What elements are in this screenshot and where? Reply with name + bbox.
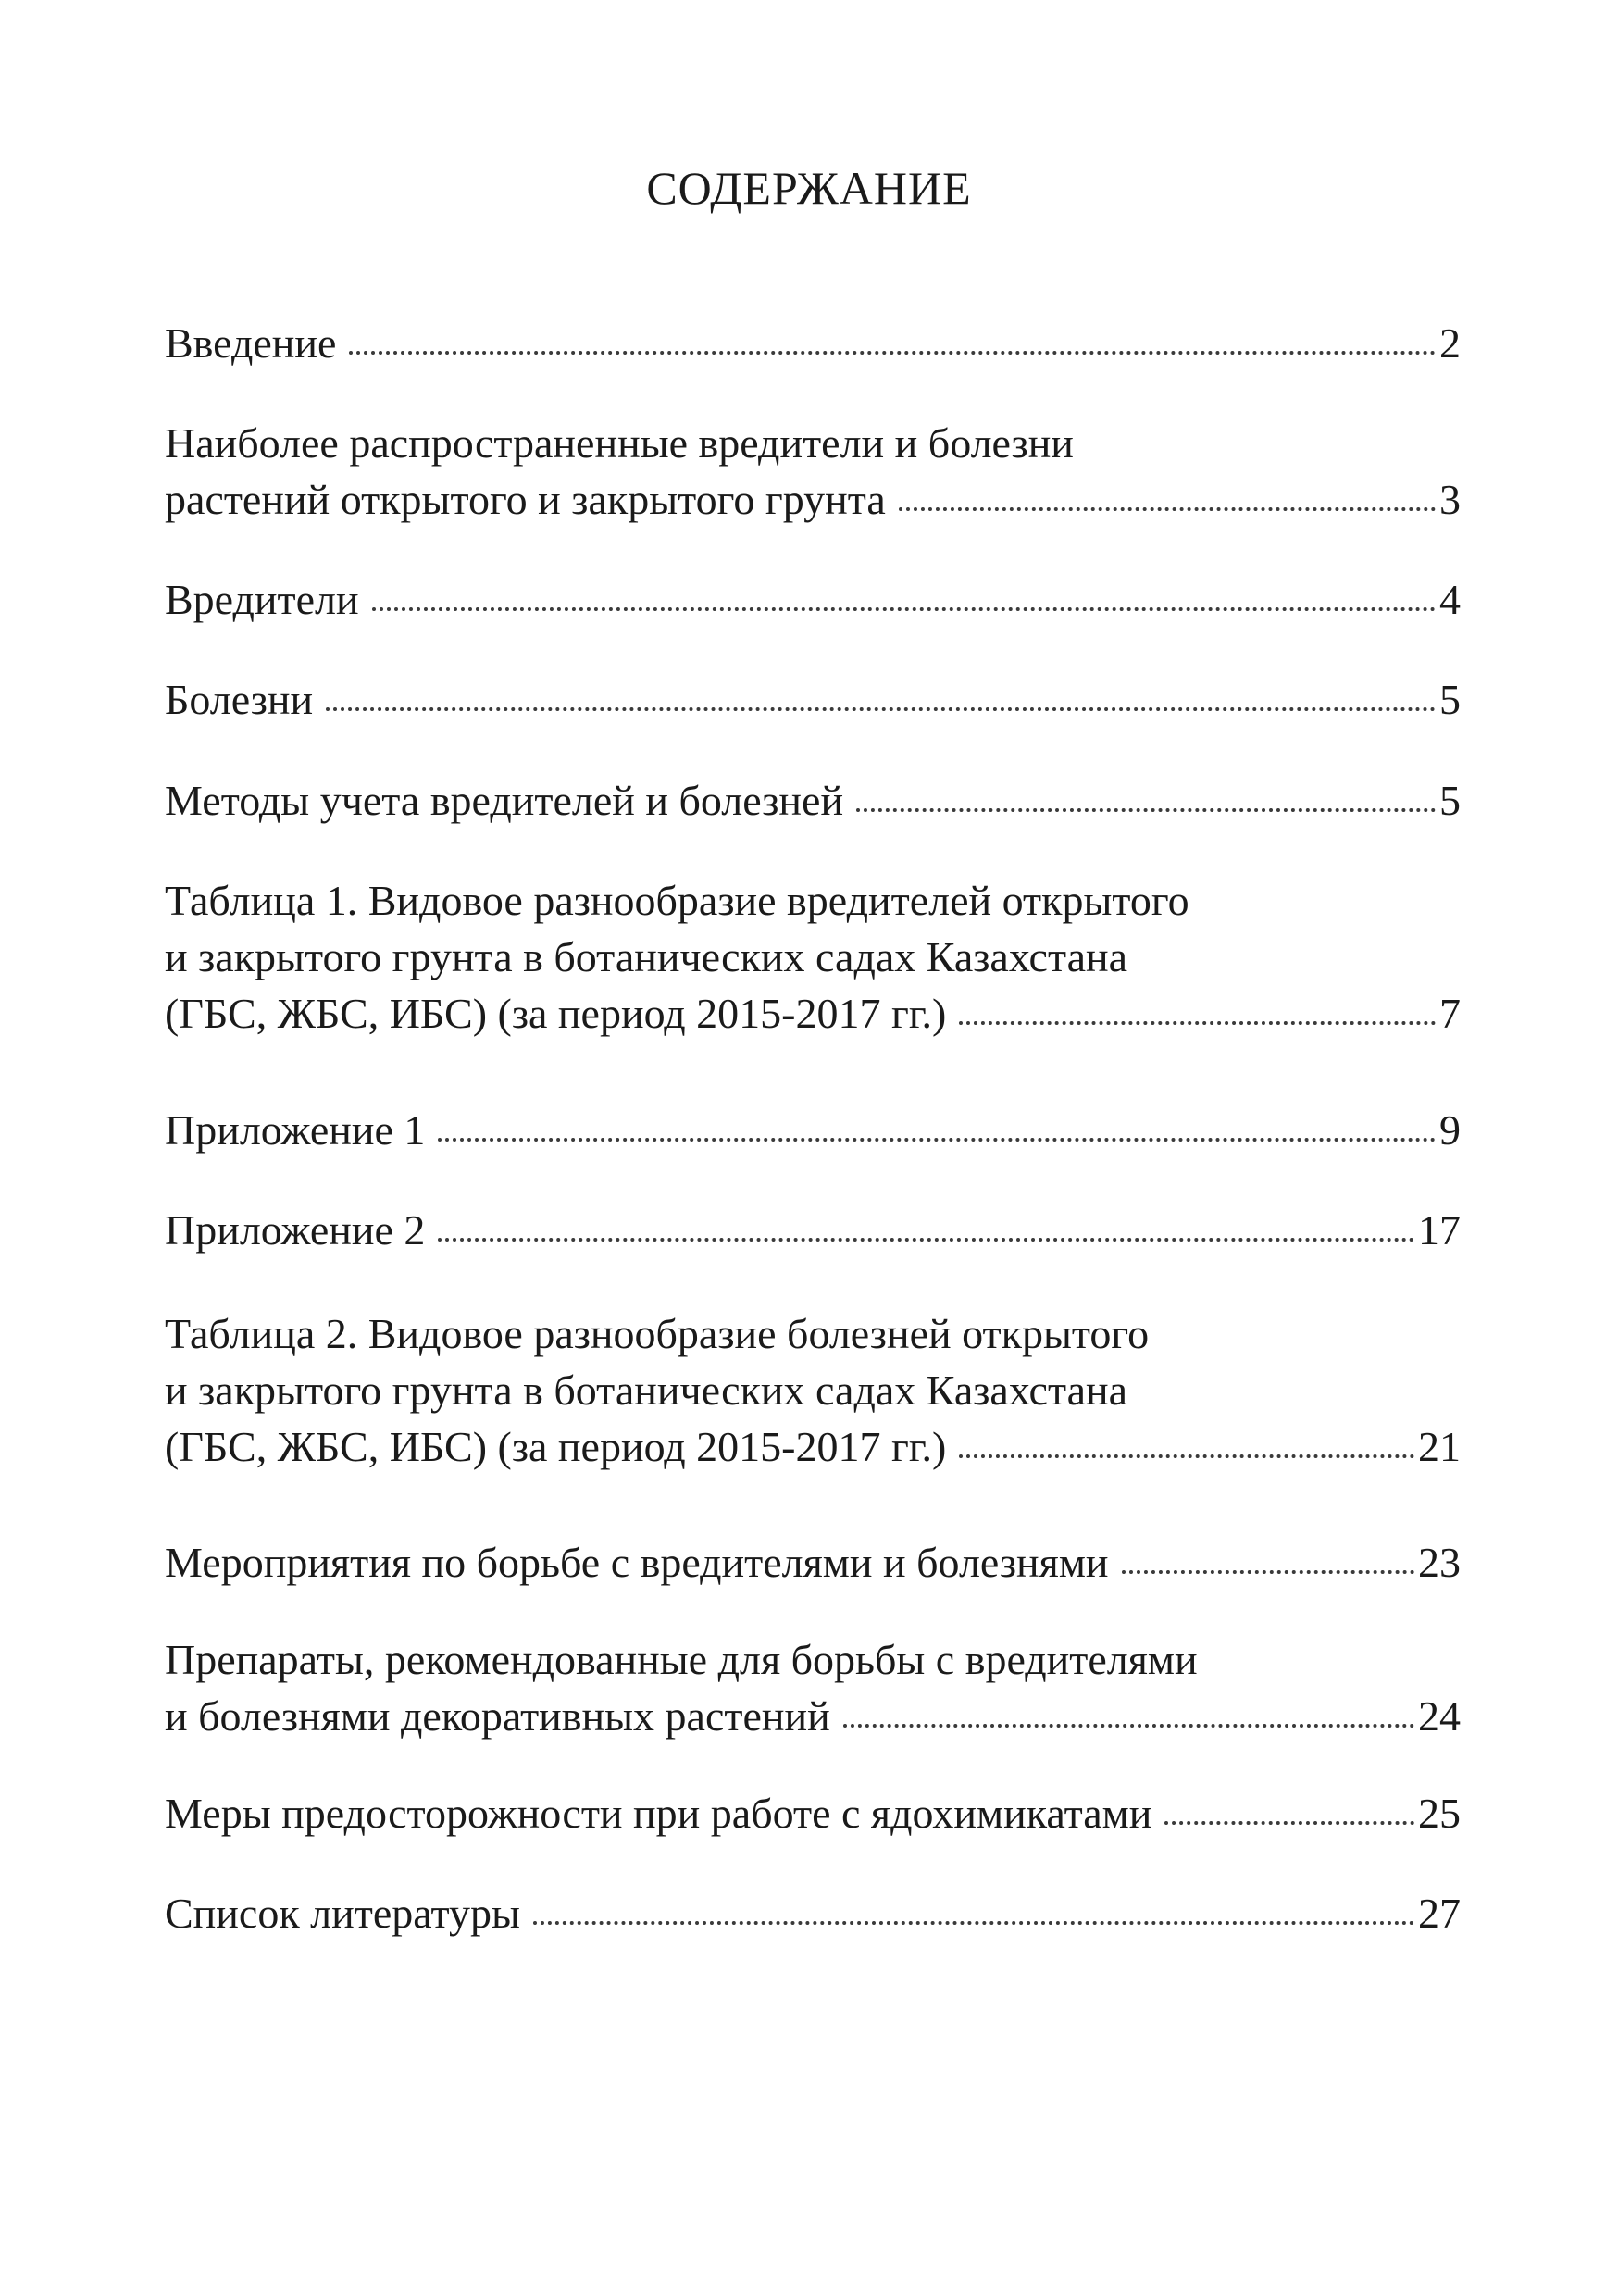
dot-leader xyxy=(959,1021,1436,1025)
dot-leader xyxy=(533,1921,1414,1925)
toc-entry-pests[interactable] xyxy=(165,571,1461,628)
toc-entry-text: Приложение 2 xyxy=(165,1206,426,1254)
toc-line xyxy=(165,1785,1461,1841)
toc-entry-table-2[interactable] xyxy=(165,1305,1461,1475)
toc-page-number: 3 xyxy=(1439,476,1461,523)
dot-leader xyxy=(843,1724,1414,1728)
dot-leader xyxy=(959,1454,1414,1458)
toc-entry-text: Введение xyxy=(165,319,337,367)
toc-entry-accounting-methods[interactable] xyxy=(165,772,1461,829)
dot-leader xyxy=(1164,1821,1414,1825)
toc-line xyxy=(165,1534,1461,1591)
toc-line xyxy=(165,1688,1461,1744)
toc-entry-text: и болезнями декоративных растений xyxy=(165,1692,830,1740)
toc-page-number: 17 xyxy=(1418,1206,1461,1254)
dot-leader xyxy=(349,351,1436,355)
toc-page-number: 21 xyxy=(1418,1423,1461,1470)
toc-entry-text: Мероприятия по борьбе с вредителями и болезнями xyxy=(165,1539,1109,1586)
toc-page-number: 25 xyxy=(1418,1790,1461,1837)
toc-entry-text: Список литературы xyxy=(165,1890,520,1937)
dot-leader xyxy=(438,1138,1436,1142)
toc-page-number: 7 xyxy=(1439,990,1461,1037)
toc-line xyxy=(165,772,1461,829)
toc-entry-references[interactable] xyxy=(165,1885,1461,1941)
toc-entry-recommended-preparations[interactable] xyxy=(165,1631,1461,1744)
toc-line xyxy=(165,1418,1461,1475)
toc-entry-table-1[interactable] xyxy=(165,872,1461,1042)
toc-entry-text: Болезни xyxy=(165,676,314,723)
toc-entry-introduction[interactable] xyxy=(165,315,1461,371)
toc-line xyxy=(165,1102,1461,1158)
toc-line xyxy=(165,315,1461,371)
toc-page-number: 5 xyxy=(1439,676,1461,723)
toc-page-number: 24 xyxy=(1418,1692,1461,1740)
toc-page-number: 23 xyxy=(1418,1539,1461,1586)
toc-entry-common-pests-diseases[interactable] xyxy=(165,415,1461,528)
toc-page-number: 2 xyxy=(1439,319,1461,367)
toc-entry-control-measures[interactable] xyxy=(165,1534,1461,1591)
toc-line xyxy=(165,571,1461,628)
dot-leader xyxy=(899,507,1436,511)
dot-leader xyxy=(438,1238,1414,1242)
toc-entry-text: Меры предосторожности при работе с ядохимикатами xyxy=(165,1790,1152,1837)
toc-entry-text: Таблица 1. Видовое разнообразие вредителей открытого xyxy=(165,877,1189,924)
toc-entry-appendix-1[interactable] xyxy=(165,1102,1461,1158)
toc-entry-text: Таблица 2. Видовое разнообразие болезней открытого xyxy=(165,1310,1150,1357)
toc-entry-text: и закрытого грунта в ботанических садах Казахстана xyxy=(165,933,1128,980)
toc-page-number: 27 xyxy=(1418,1890,1461,1937)
toc-entry-diseases[interactable] xyxy=(165,671,1461,728)
toc-page-number: 5 xyxy=(1439,777,1461,824)
toc-line xyxy=(165,671,1461,728)
dot-leader xyxy=(1122,1570,1414,1574)
dot-leader xyxy=(856,808,1436,812)
toc-entry-text: Наиболее распространенные вредители и болезни xyxy=(165,419,1074,467)
toc-entry-appendix-2[interactable] xyxy=(165,1202,1461,1258)
dot-leader xyxy=(326,707,1436,711)
page-title: СОДЕРЖАНИЕ xyxy=(646,162,972,214)
toc-entry-text: Приложение 1 xyxy=(165,1106,426,1154)
toc-entry-text: растений открытого и закрытого грунта xyxy=(165,476,886,523)
toc-line xyxy=(165,1885,1461,1941)
dot-leader xyxy=(372,607,1436,611)
toc-line xyxy=(165,1202,1461,1258)
toc-page-number: 9 xyxy=(1439,1106,1461,1154)
toc-entry-text: (ГБС, ЖБС, ИБС) (за период 2015-2017 гг.) xyxy=(165,990,947,1037)
toc-entry-text: Методы учета вредителей и болезней xyxy=(165,777,844,824)
toc-entry-text: и закрытого грунта в ботанических садах Казахстана xyxy=(165,1366,1128,1414)
toc-page-number: 4 xyxy=(1439,576,1461,623)
toc-line xyxy=(165,985,1461,1042)
toc-entry-text: Препараты, рекомендованные для борьбы с вредителями xyxy=(165,1636,1198,1683)
toc-entry-safety-precautions[interactable] xyxy=(165,1785,1461,1841)
toc-line xyxy=(165,471,1461,528)
toc-entry-text: (ГБС, ЖБС, ИБС) (за период 2015-2017 гг.) xyxy=(165,1423,947,1470)
toc-entry-text: Вредители xyxy=(165,576,359,623)
